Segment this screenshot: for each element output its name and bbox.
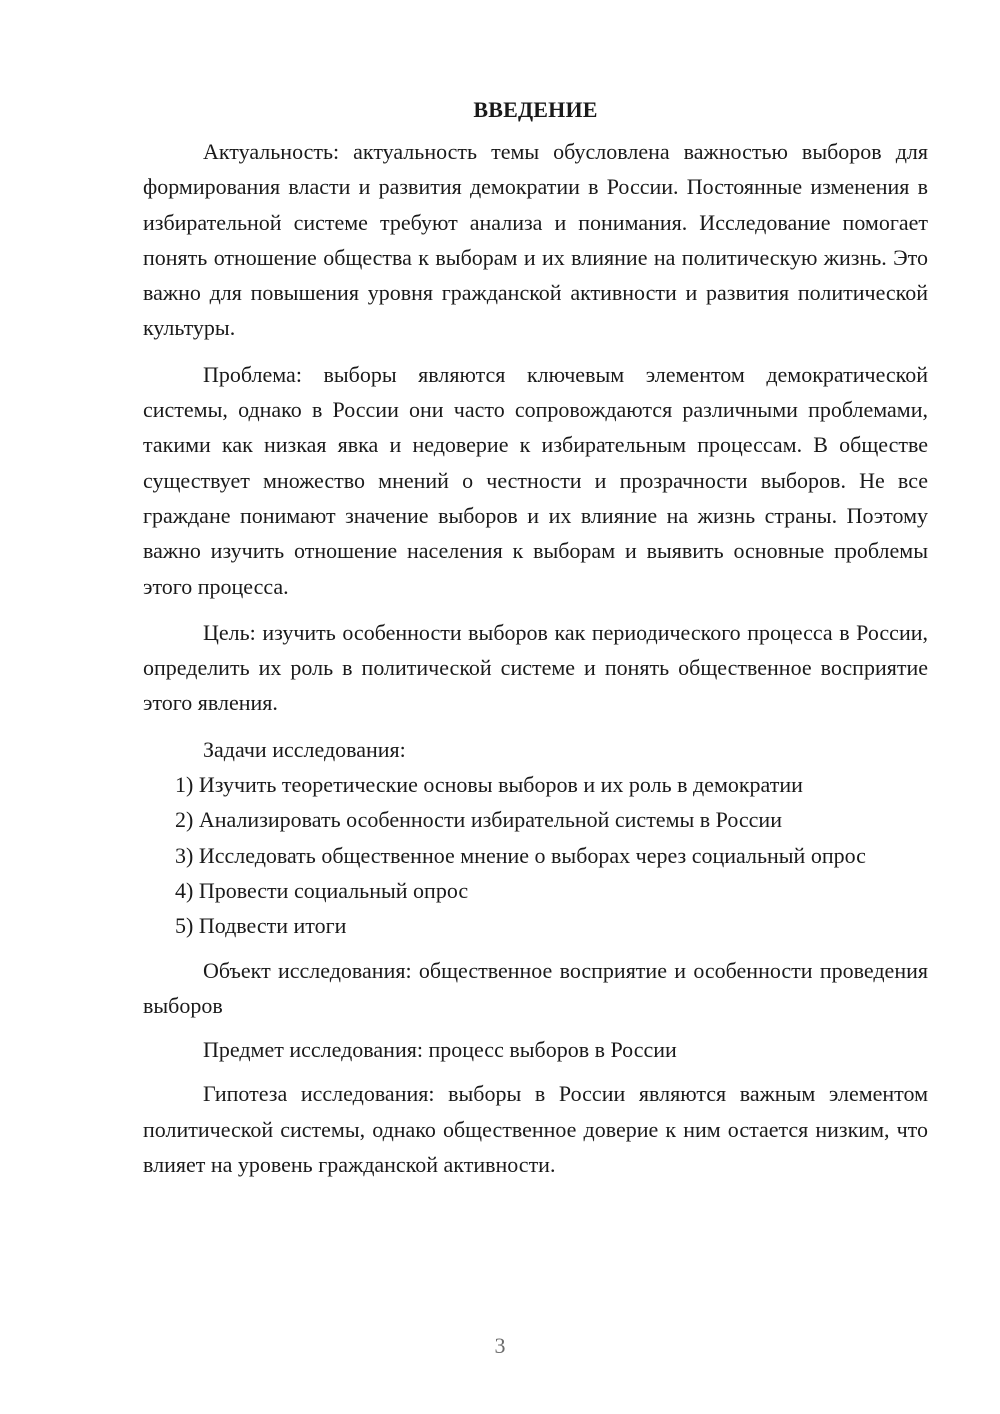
task-item-4: 4) Провести социальный опрос bbox=[175, 877, 469, 903]
task-item-1: 1) Изучить теоретические основы выборов и их роль в демократии bbox=[175, 772, 803, 798]
subject-paragraph: Предмет исследования: процесс выборов в России bbox=[203, 1037, 677, 1063]
goal-paragraph: Цель: изучить особенности выборов как периодического процесса в России, определить их роль в политической системе и понять общественное восприятие этого явления. bbox=[143, 619, 928, 716]
document-page bbox=[143, 92, 928, 1182]
relevance-paragraph: Актуальность: актуальность темы обусловлена важностью выборов для формирования власти и развития демократии в России. Постоянные изменения в избирательной системе требуют анализа и понимания. Исследование помогает понять отношение общества к выборам и их влияние на политическую жизнь. Это важно для повышения уровня гражданской активности и развития политической культуры. bbox=[143, 139, 928, 341]
problem-paragraph: Проблема: выборы являются ключевым элементом демократической системы, однако в России они часто сопровождаются различными проблемами, такими как низкая явка и недоверие к избирательным процессам. В обществе существует множество мнений о честности и прозрачности выборов. Не все граждане понимают значение выборов и их влияние на жизнь страны. Поэтому важно изучить отношение населения к выборам и выявить основные проблемы этого процесса. bbox=[143, 361, 928, 599]
task-item-2: 2) Анализировать особенности избирательной системы в России bbox=[175, 807, 782, 833]
hypothesis-paragraph: Гипотеза исследования: выборы в России являются важным элементом политической системы, однако общественное доверие к ним остается низким, что влияет на уровень гражданской активности. bbox=[143, 1081, 928, 1178]
object-paragraph: Объект исследования: общественное восприятие и особенности проведения выборов bbox=[143, 957, 928, 1018]
tasks-title: Задачи исследования: bbox=[203, 736, 406, 762]
document-heading: ВВЕДЕНИЕ bbox=[473, 97, 598, 122]
task-item-3: 3) Исследовать общественное мнение о выборах через социальный опрос bbox=[175, 842, 866, 868]
page-number: 3 bbox=[494, 1333, 506, 1358]
task-item-5: 5) Подвести итоги bbox=[175, 913, 347, 939]
